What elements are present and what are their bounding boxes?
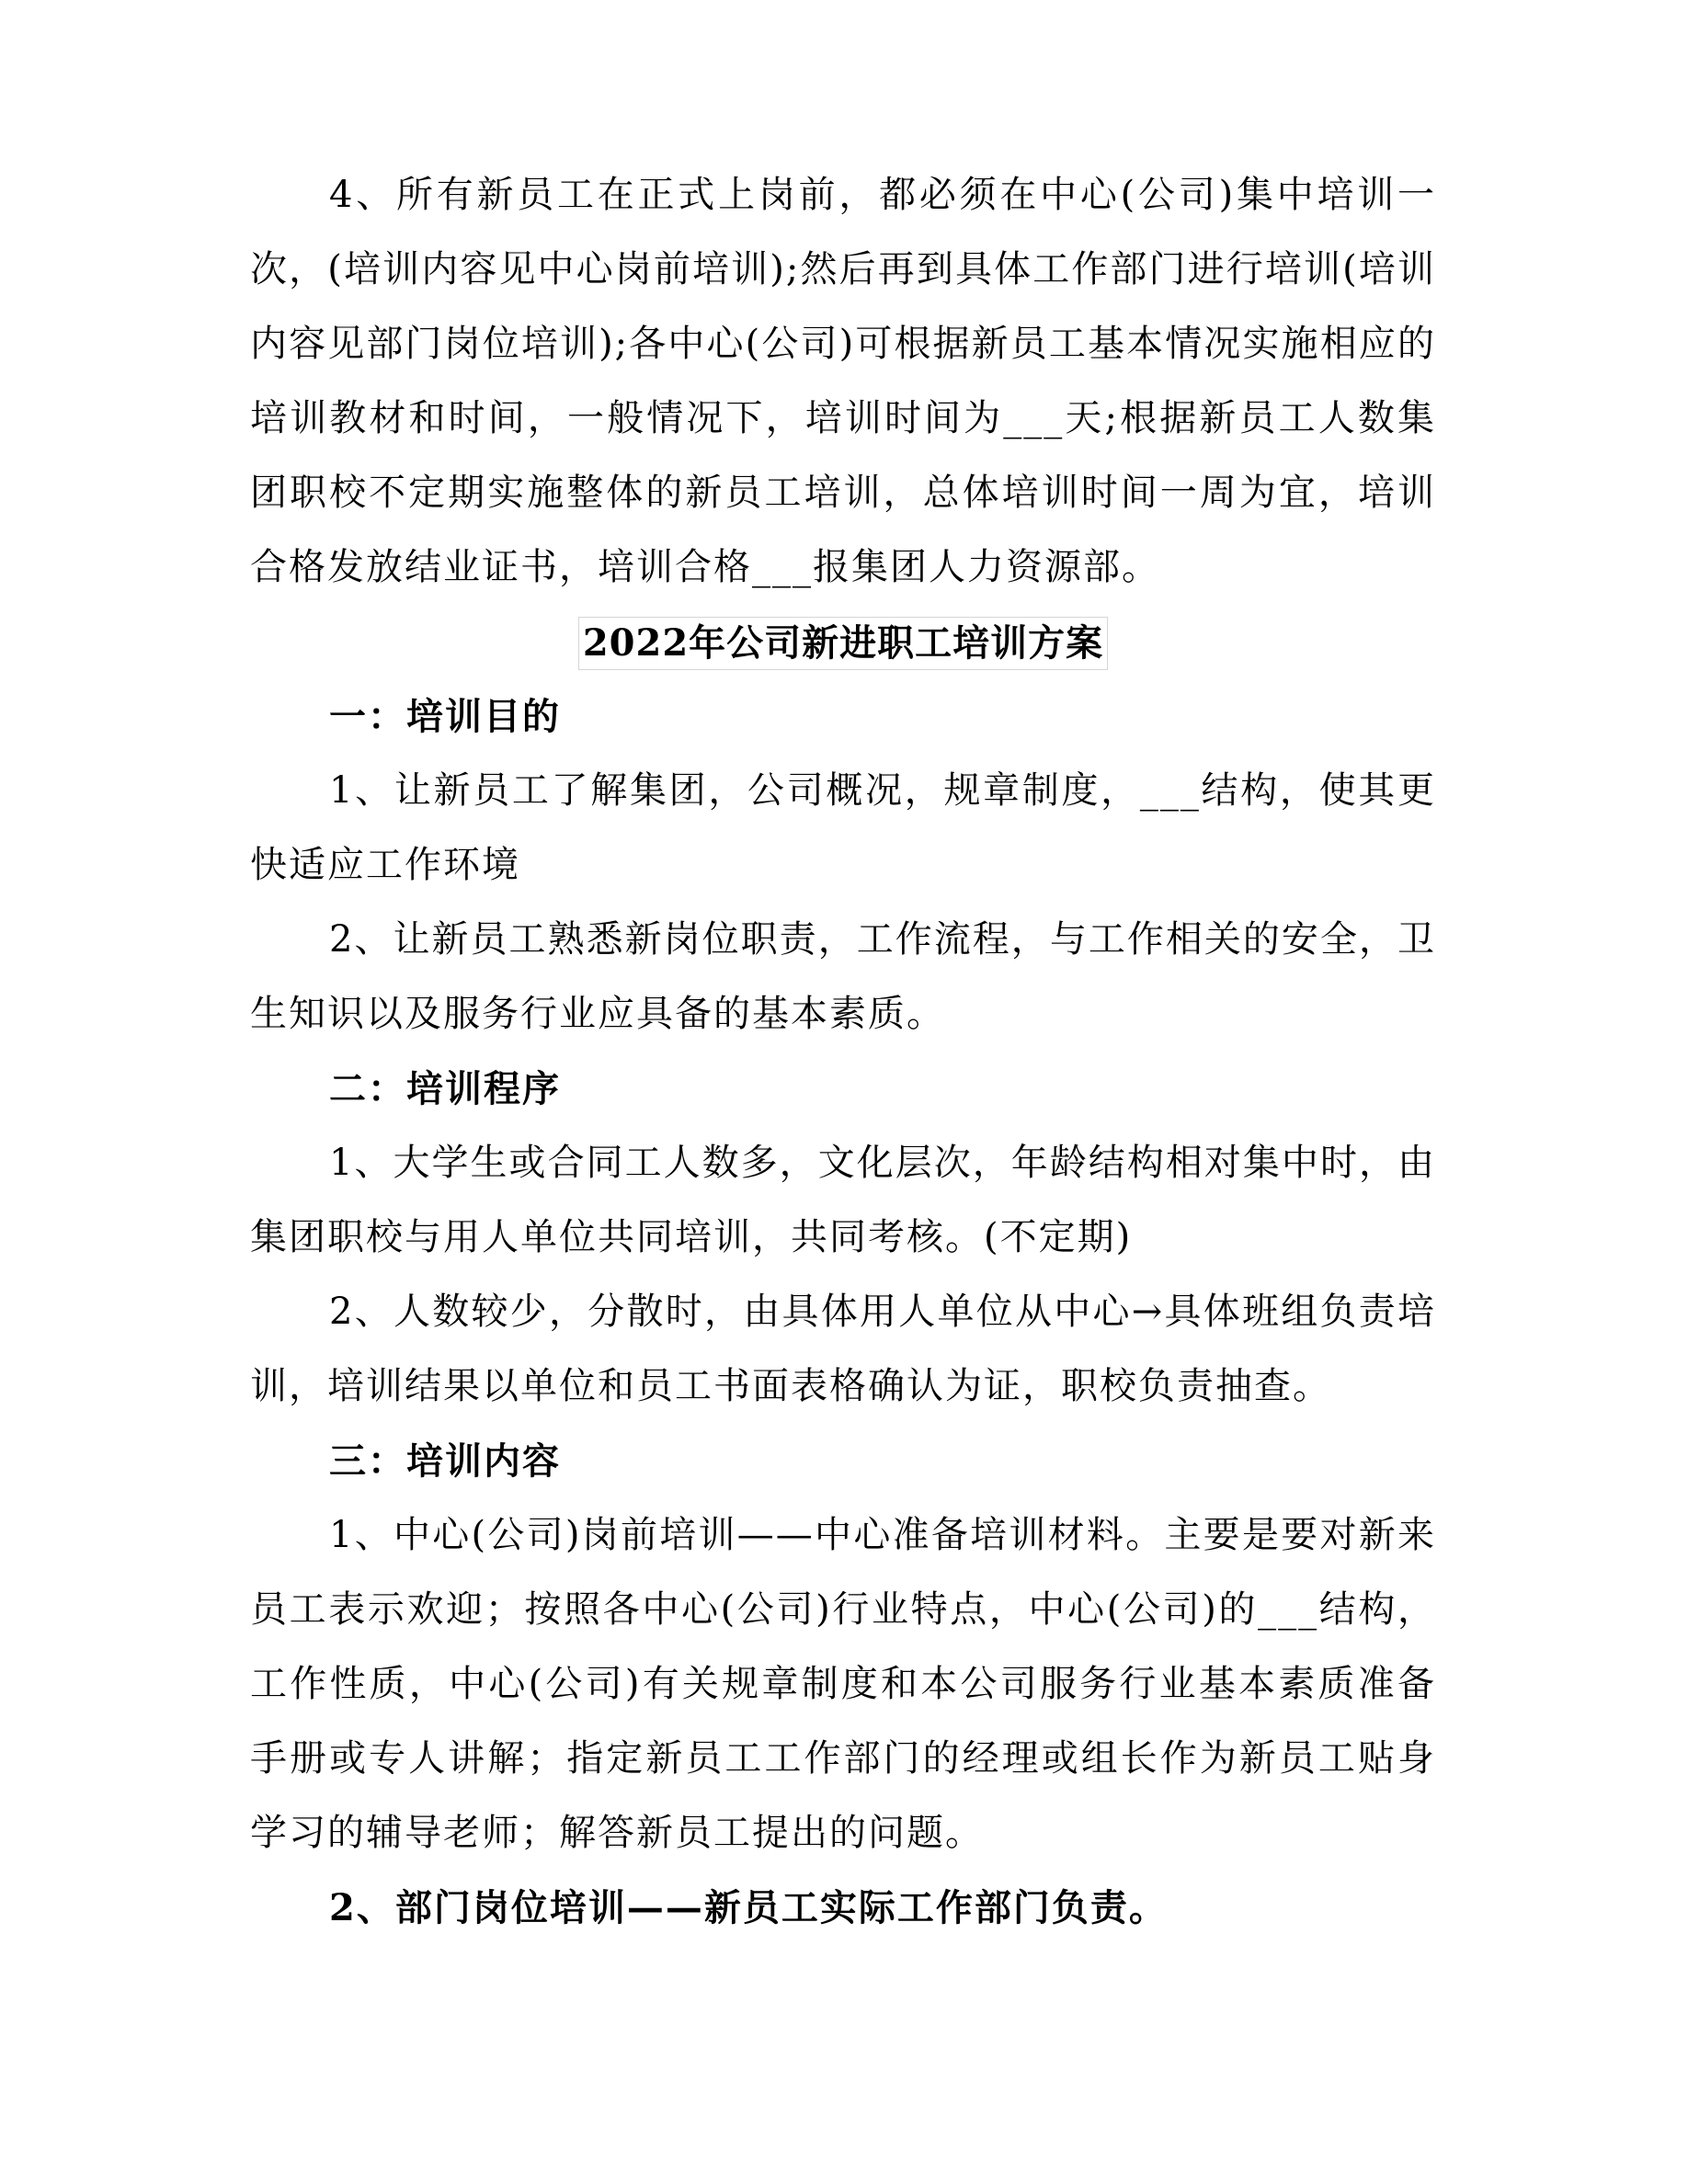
section-heading-purpose: 一：培训目的 bbox=[329, 695, 561, 738]
purpose-item-2: 2、让新员工熟悉新岗位职责，工作流程，与工作相关的安全，卫生知识以及服务行业应具备的基本素质。 bbox=[250, 918, 1436, 1035]
procedure-item-2: 2、人数较少，分散时，由具体用人单位从中心→具体班组负责培训，培训结果以单位和员工书面表格确认为证，职校负责抽查。 bbox=[250, 1291, 1436, 1407]
section-heading-procedure: 二：培训程序 bbox=[329, 1067, 561, 1110]
content-subheading: 2、部门岗位培训——新员工实际工作部门负责。 bbox=[329, 1886, 1168, 1929]
content-item-1: 1、中心(公司)岗前培训——中心准备培训材料。主要是要对新来员工表示欢迎；按照各中心(公司)行业特点，中心(公司)的___结构，工作性质，中心(公司)有关规章制度和本公司服务行业基本素质准备手册或专人讲解；指定新员工工作部门的经理或组长作为新员工贴身学习的辅导老师；解答新员工提出的问题。 bbox=[250, 1514, 1436, 1854]
document-page bbox=[250, 158, 1436, 1945]
intro-paragraph: 4、所有新员工在正式上岗前，都必须在中心(公司)集中培训一次，(培训内容见中心岗前培训);然后再到具体工作部门进行培训(培训内容见部门岗位培训);各中心(公司)可根据新员工基本情况实施相应的培训教材和时间，一般情况下，培训时间为___天;根据新员工人数集团职校不定期实施整体的新员工培训，总体培训时间一周为宜，培训合格发放结业证书，培训合格___报集团人力资源部。 bbox=[250, 174, 1436, 588]
purpose-item-1: 1、让新员工了解集团，公司概况，规章制度，___结构，使其更快适应工作环境 bbox=[250, 769, 1436, 886]
title-row bbox=[250, 605, 1436, 679]
section-heading-content: 三：培训内容 bbox=[329, 1439, 561, 1483]
procedure-item-1: 1、大学生或合同工人数多，文化层次，年龄结构相对集中时，由集团职校与用人单位共同培训，共同考核。(不定期) bbox=[250, 1142, 1436, 1258]
document-title: 2022年公司新进职工培训方案 bbox=[578, 617, 1108, 670]
